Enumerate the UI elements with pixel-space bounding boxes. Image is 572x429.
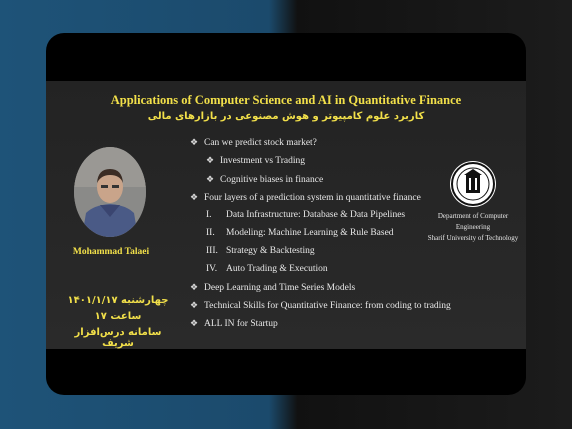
event-platform: سامانه درس‌افزار شریف bbox=[74, 327, 162, 349]
bullet-list bbox=[46, 33, 526, 395]
diamond-bullet-icon: ❖ bbox=[206, 174, 215, 184]
bullet-item: ❖ Investment vs Trading bbox=[206, 155, 305, 166]
university-name: Sharif University of Technology bbox=[427, 234, 519, 242]
diamond-bullet-icon: ❖ bbox=[190, 192, 199, 202]
slide-subtitle-persian: کاربرد علوم کامپیوتر و هوش مصنوعی در بازارهای مالی bbox=[147, 111, 425, 122]
diamond-bullet-icon: ❖ bbox=[190, 282, 199, 292]
event-date: چهارشنبه ۱۴۰۱/۱/۱۷ bbox=[67, 295, 169, 306]
presenter-name: Mohammad Talaei bbox=[72, 247, 150, 257]
diamond-bullet-icon: ❖ bbox=[190, 300, 199, 310]
bullet-item: ❖ Technical Skills for Quantitative Finance: from coding to trading bbox=[190, 300, 451, 311]
diamond-bullet-icon: ❖ bbox=[190, 137, 199, 147]
layer-item: I. Data Infrastructure: Database & Data Pipelines bbox=[206, 210, 406, 220]
event-time: ساعت ۱۷ bbox=[94, 311, 142, 322]
layer-item: IV. Auto Trading & Execution bbox=[206, 264, 328, 274]
slide-title: Applications of Computer Science and AI in Quantitative Finance bbox=[110, 93, 462, 107]
diamond-bullet-icon: ❖ bbox=[190, 318, 199, 328]
diamond-bullet-icon: ❖ bbox=[206, 155, 215, 165]
bullet-item: ❖ ALL IN for Startup bbox=[190, 318, 278, 329]
bullet-item: ❖ Can we predict stock market? bbox=[190, 137, 317, 148]
bullet-item: ❖ Deep Learning and Time Series Models bbox=[190, 282, 356, 293]
layer-item: III. Strategy & Backtesting bbox=[206, 246, 315, 256]
layer-item: II. Modeling: Machine Learning & Rule Based bbox=[206, 228, 394, 238]
video-frame bbox=[46, 33, 526, 395]
department-name: Department of Computer Engineering bbox=[437, 212, 509, 231]
bullet-item: ❖ Four layers of a prediction system in quantitative finance bbox=[190, 192, 421, 203]
bullet-item: ❖ Cognitive biases in finance bbox=[206, 174, 324, 185]
